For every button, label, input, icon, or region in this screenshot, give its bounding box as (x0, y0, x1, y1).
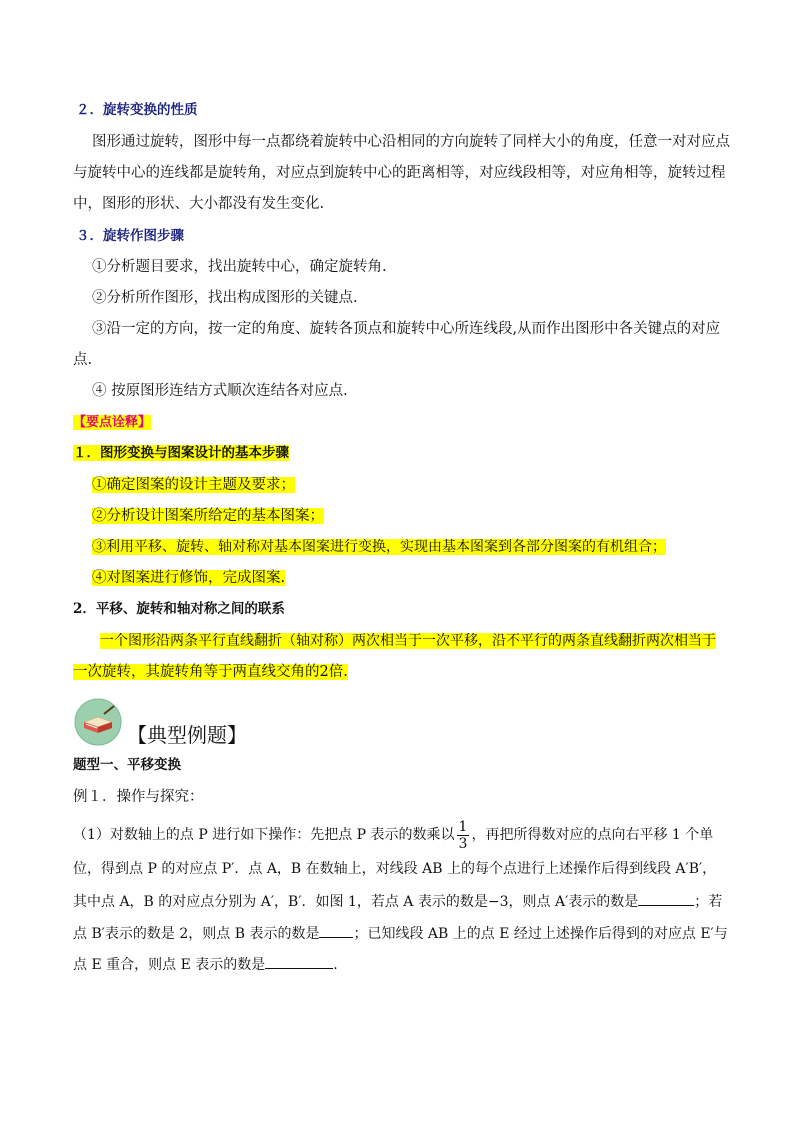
key-points-item2-line-1-text: 一个图形沿两条平行直线翻折（轴对称）两次相当于一次平移，沿不平行的两条直线翻折两次相当于 (100, 633, 716, 649)
example-1-line-5-text: 点 E 重合，则点 E 表示的数是 (73, 957, 266, 973)
key-points-item2-line-1 (100, 631, 716, 651)
book-icon (74, 698, 122, 746)
section-3-step-3-cont: 点. (73, 352, 93, 368)
type-1-heading: 题型一、平移变换 (73, 757, 181, 773)
example-1-label: 例１．操作与探究： (73, 789, 204, 805)
fraction-denominator: 3 (458, 835, 468, 852)
key-points-item2-number: 2 (319, 664, 329, 680)
key-points-item2-line-2-text: 一次旋转，其旋转角等于两直线交角的 (73, 664, 320, 680)
section-3-step-3: ③沿一定的方向，按一定的角度、旋转各顶点和旋转中心所连线段,从而作出图形中各关键点的对应 (92, 321, 721, 337)
key-points-label: 【要点诠释】 (73, 415, 152, 430)
example-1-line-5 (73, 954, 338, 975)
section-2-line-1: 图形通过旋转，图形中每一点都绕着旋转中心沿相同的方向旋转了同样大小的角度，任意一对对应点 (92, 134, 730, 150)
answer-blank-3[interactable] (265, 954, 333, 969)
fraction-one-third (457, 819, 470, 852)
fraction-numerator: 1 (458, 818, 468, 835)
key-points-item2-heading-text: 2．平移、旋转和轴对称之间的联系 (73, 601, 285, 617)
example-1-line-4-b: ；已知线段 AB 上的点 E 经过上述操作后得到的对应点 E′与 (353, 926, 728, 942)
example-1-line-3-end: ；若 (694, 894, 723, 910)
key-points-item1-heading (73, 443, 289, 463)
key-points-item2-line-2 (73, 662, 348, 682)
section-3-step-2: ②分析所作图形，找出构成图形的关键点. (92, 290, 358, 306)
example-1-line-4-a: 点 B′表示的数是 2，则点 B 表示的数是 (73, 926, 320, 942)
answer-blank-2[interactable] (319, 923, 353, 938)
key-points-step-3 (92, 537, 666, 557)
key-points-item2-heading (73, 599, 285, 619)
example-1-line-1-b: ，再把所得数对应的点向右平移 1 个单 (471, 827, 714, 843)
example-1-line-3 (73, 891, 722, 912)
section-3-step-4: ④ 按原图形连结方式顺次连结各对应点. (92, 383, 348, 399)
section-2-heading: ２．旋转变换的性质 (76, 102, 198, 118)
key-points-step-3-text: ③利用平移、旋转、轴对称对基本图案进行变换，实现由基本图案到各部分图案的有机组合； (92, 539, 666, 555)
key-points-item2-line-2-end: 倍. (328, 664, 348, 680)
example-1-line-3-text: 其中点 A，B 的对应点分别为 A′，B′．如图 1，若点 A 表示的数是−3，则点 A′表示的数是 (73, 894, 639, 910)
key-points-step-1 (92, 475, 295, 495)
key-points-step-4-text: ④对图案进行修饰，完成图案. (92, 570, 286, 586)
answer-blank-1[interactable] (638, 891, 694, 906)
example-1-line-1 (73, 816, 713, 854)
example-1-line-5-end: . (333, 957, 338, 973)
example-1-line-4 (73, 923, 728, 944)
key-points-step-2-text: ②分析设计图案所给定的基本图案； (92, 508, 324, 524)
key-points-tag (73, 412, 151, 433)
example-1-line-1-a: （1）对数轴上的点 P 进行如下操作：先把点 P 表示的数乘以 (73, 827, 455, 843)
key-points-step-4 (92, 568, 285, 588)
key-points-item1-heading-text: １．图形变换与图案设计的基本步骤 (73, 445, 289, 461)
section-3-heading: ３．旋转作图步骤 (76, 228, 184, 244)
section-3-step-1: ①分析题目要求，找出旋转中心，确定旋转角. (92, 259, 387, 275)
section-2-line-3: 中，图形的形状、大小都没有发生变化. (73, 196, 325, 212)
key-points-step-2 (92, 506, 324, 526)
section-2-line-2: 与旋转中心的连线都是旋转角，对应点到旋转中心的距离相等，对应线段相等，对应角相等，旋转过程 (73, 165, 726, 181)
key-points-step-1-text: ①确定图案的设计主题及要求； (92, 477, 295, 493)
examples-title: 【典型例题】 (127, 723, 247, 747)
example-1-line-2: 位，得到点 P 的对应点 P′．点 A，B 在数轴上，对线段 AB 上的每个点进行上述操作后得到线段 A′B′， (73, 861, 717, 877)
